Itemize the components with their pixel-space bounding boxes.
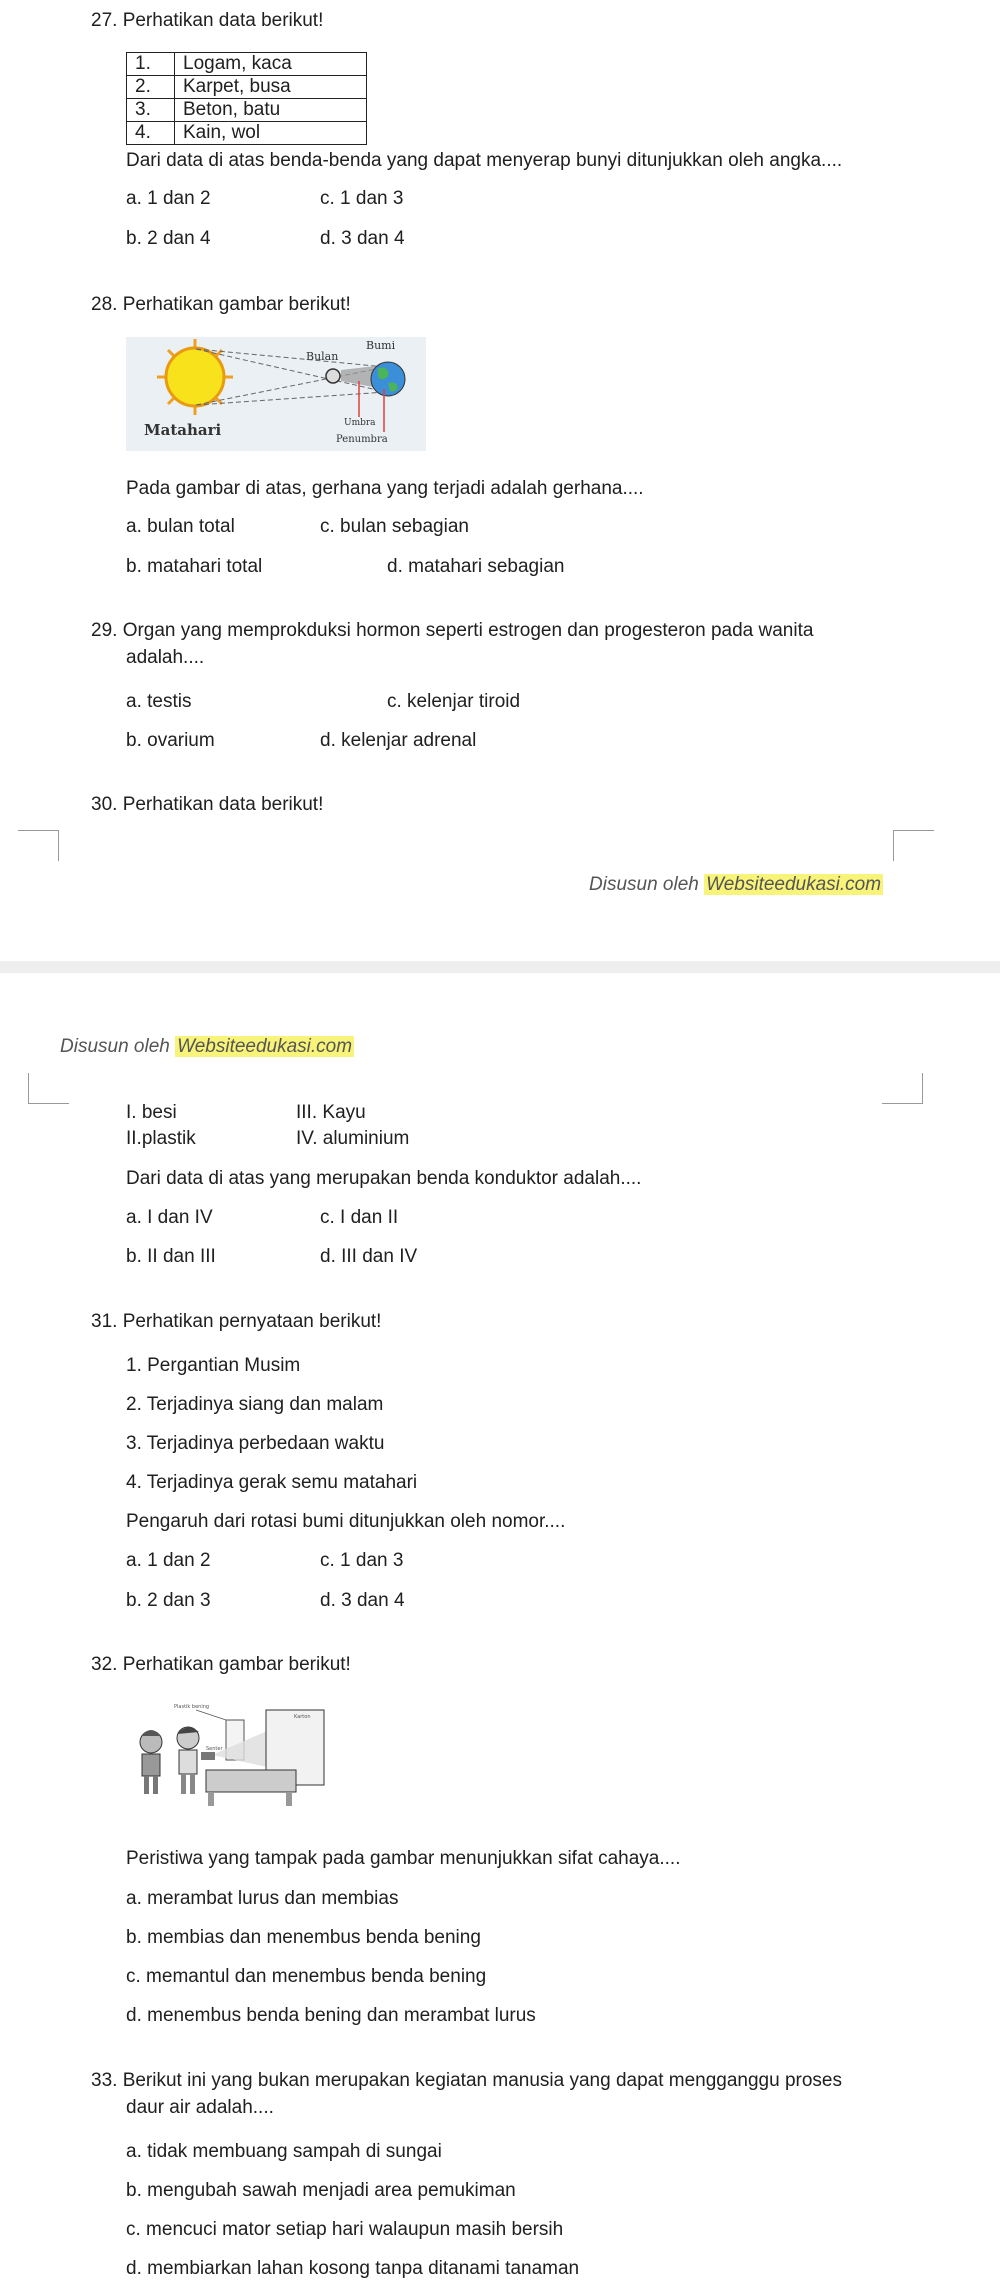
page-divider xyxy=(0,961,1000,973)
row-number: 1. xyxy=(127,53,175,76)
page-corner-mark xyxy=(18,830,59,861)
q29-option-d: d. kelenjar adrenal xyxy=(320,730,477,751)
row-value: Beton, batu xyxy=(175,99,367,122)
earth-label: Bumi xyxy=(366,339,396,352)
child-left-icon xyxy=(140,1730,162,1794)
moon-label: Bulan xyxy=(306,350,339,363)
q30-title: 30. Perhatikan data berikut! xyxy=(91,794,324,815)
plastic-label: Plastik bening xyxy=(174,1704,210,1710)
row-value: Logam, kaca xyxy=(175,53,367,76)
footer-prefix: Disusun oleh xyxy=(589,874,699,895)
table-row xyxy=(127,76,367,99)
umbra-label: Umbra xyxy=(344,418,376,428)
q33-question-line2: daur air adalah.... xyxy=(126,2097,274,2118)
q29-option-b: b. ovarium xyxy=(126,730,215,751)
q28-option-c: c. bulan sebagian xyxy=(320,516,469,537)
q33-option-b: b. mengubah sawah menjadi area pemukiman xyxy=(126,2180,516,2201)
page-footer xyxy=(589,874,883,896)
q30-item-1: I. besi xyxy=(126,1102,177,1123)
header-prefix: Disusun oleh xyxy=(60,1036,170,1057)
q31-option-a: a. 1 dan 2 xyxy=(126,1550,211,1571)
header-site: Websiteedukasi.com xyxy=(177,1036,353,1057)
screen-label: Karton xyxy=(294,1714,311,1720)
q27-question: Dari data di atas benda-benda yang dapat menyerap bunyi ditunjukkan oleh angka.... xyxy=(126,150,843,171)
q31-option-b: b. 2 dan 3 xyxy=(126,1590,211,1611)
q32-option-a: a. merambat lurus dan membias xyxy=(126,1888,399,1909)
q29-option-c: c. kelenjar tiroid xyxy=(387,691,521,712)
q29-option-a: a. testis xyxy=(126,691,192,712)
q33-option-a: a. tidak membuang sampah di sungai xyxy=(126,2141,442,2162)
child-right-icon xyxy=(177,1727,199,1794)
q32-option-b: b. membias dan menembus benda bening xyxy=(126,1927,481,1948)
table-row xyxy=(127,53,367,76)
table xyxy=(206,1770,296,1792)
row-number: 2. xyxy=(127,76,175,99)
q29-question-line2: adalah.... xyxy=(126,647,205,668)
q31-title: 31. Perhatikan pernyataan berikut! xyxy=(91,1311,382,1332)
row-value: Kain, wol xyxy=(175,122,367,145)
q28-question: Pada gambar di atas, gerhana yang terjadi adalah gerhana.... xyxy=(126,478,644,499)
q32-title: 32. Perhatikan gambar berikut! xyxy=(91,1654,351,1675)
earth-icon xyxy=(371,362,405,396)
q30-item-2: II.plastik xyxy=(126,1128,196,1149)
row-number: 3. xyxy=(127,99,175,122)
footer-site: Websiteedukasi.com xyxy=(706,874,882,895)
q28-option-a: a. bulan total xyxy=(126,516,235,537)
page-header xyxy=(60,1036,354,1058)
q31-statement: 3. Terjadinya perbedaan waktu xyxy=(126,1433,385,1454)
q30-item-4: IV. aluminium xyxy=(296,1128,410,1149)
q27-title: 27. Perhatikan data berikut! xyxy=(91,10,324,31)
sun-label: Matahari xyxy=(144,421,222,439)
q31-statement: 2. Terjadinya siang dan malam xyxy=(126,1394,384,1415)
q27-data-table xyxy=(126,52,367,145)
q30-option-b: b. II dan III xyxy=(126,1246,216,1267)
row-number: 4. xyxy=(127,122,175,145)
penumbra-label: Penumbra xyxy=(336,434,388,445)
flashlight-label: Senter xyxy=(206,1746,223,1752)
q33-option-c: c. mencuci mator setiap hari walaupun masih bersih xyxy=(126,2219,564,2240)
q31-option-d: d. 3 dan 4 xyxy=(320,1590,405,1611)
q33-question-line1: 33. Berikut ini yang bukan merupakan kegiatan manusia yang dapat mengganggu proses xyxy=(91,2070,843,2091)
eclipse-figure xyxy=(126,337,426,451)
table-row xyxy=(127,122,367,145)
q33-option-d: d. membiarkan lahan kosong tanpa ditanami tanaman xyxy=(126,2258,580,2279)
q30-option-c: c. I dan II xyxy=(320,1207,399,1228)
q31-statement: 4. Terjadinya gerak semu matahari xyxy=(126,1472,418,1493)
q32-question: Peristiwa yang tampak pada gambar menunjukkan sifat cahaya.... xyxy=(126,1848,681,1869)
light-experiment-figure xyxy=(126,1700,336,1820)
q32-option-d: d. menembus benda bening dan merambat lurus xyxy=(126,2005,536,2026)
page-corner-mark xyxy=(28,1073,69,1104)
q27-option-b: b. 2 dan 4 xyxy=(126,228,211,249)
flashlight-icon xyxy=(201,1752,215,1760)
q31-option-c: c. 1 dan 3 xyxy=(320,1550,404,1571)
q32-option-c: c. memantul dan menembus benda bening xyxy=(126,1966,487,1987)
q30-item-3: III. Kayu xyxy=(296,1102,366,1123)
q30-question: Dari data di atas yang merupakan benda konduktor adalah.... xyxy=(126,1168,642,1189)
row-value: Karpet, busa xyxy=(175,76,367,99)
q28-option-d: d. matahari sebagian xyxy=(387,556,565,577)
moon-icon xyxy=(326,369,340,383)
q28-option-b: b. matahari total xyxy=(126,556,263,577)
q27-option-c: c. 1 dan 3 xyxy=(320,188,404,209)
q27-option-d: d. 3 dan 4 xyxy=(320,228,405,249)
q29-question-line1: 29. Organ yang memprokduksi hormon seperti estrogen dan progesteron pada wanita xyxy=(91,620,814,641)
q31-question: Pengaruh dari rotasi bumi ditunjukkan oleh nomor.... xyxy=(126,1511,566,1532)
page-corner-mark xyxy=(893,830,934,861)
q28-title: 28. Perhatikan gambar berikut! xyxy=(91,294,351,315)
q30-option-a: a. I dan IV xyxy=(126,1207,213,1228)
q27-option-a: a. 1 dan 2 xyxy=(126,188,211,209)
table-row xyxy=(127,99,367,122)
q31-statement: 1. Pergantian Musim xyxy=(126,1355,301,1376)
q30-option-d: d. III dan IV xyxy=(320,1246,418,1267)
page-corner-mark xyxy=(882,1073,923,1104)
